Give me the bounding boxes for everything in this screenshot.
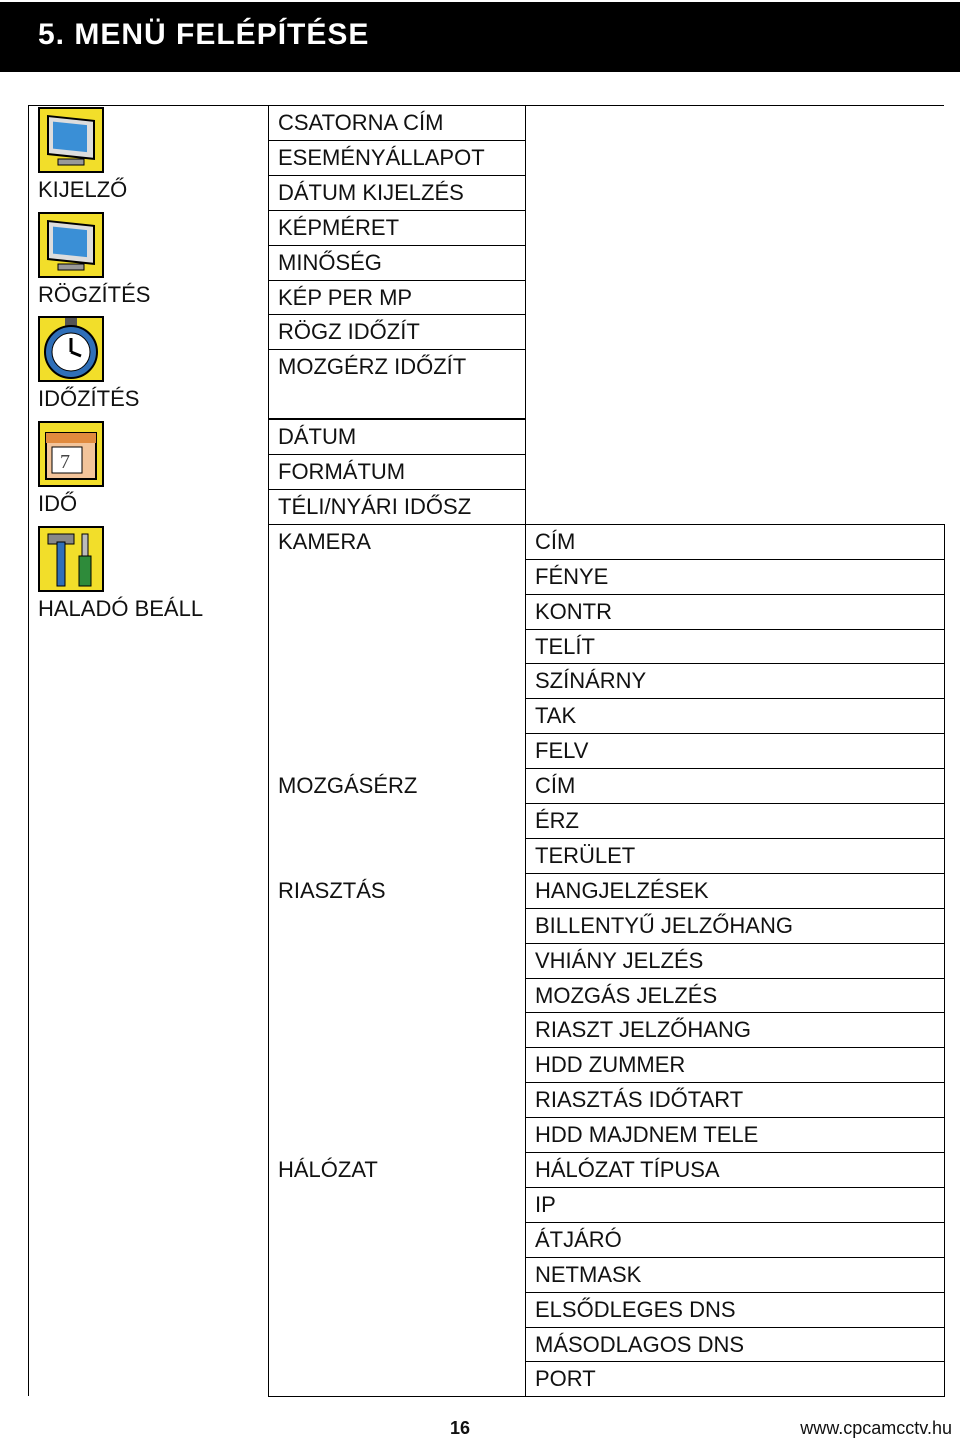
row-border bbox=[268, 524, 525, 525]
submenu-item: KAMERA bbox=[278, 528, 371, 554]
third-level-item: NETMASK bbox=[535, 1261, 642, 1287]
third-level-item: HANGJELZÉSEK bbox=[535, 877, 709, 903]
row-border bbox=[268, 175, 525, 176]
row-border bbox=[525, 1257, 944, 1258]
row-border bbox=[525, 559, 944, 560]
row-border bbox=[525, 908, 944, 909]
svg-text:7: 7 bbox=[60, 451, 70, 474]
table-top-border bbox=[28, 105, 944, 106]
third-level-item: VHIÁNY JELZÉS bbox=[535, 947, 704, 973]
third-level-item: TELÍT bbox=[535, 633, 595, 659]
row-border bbox=[268, 419, 525, 420]
submenu-item: KÉPMÉRET bbox=[278, 214, 400, 240]
third-level-item: HDD ZUMMER bbox=[535, 1052, 686, 1078]
third-level-item: ELSŐDLEGES DNS bbox=[535, 1296, 736, 1322]
row-border bbox=[525, 1152, 944, 1153]
submenu-item: CSATORNA CÍM bbox=[278, 110, 444, 135]
submenu-item: RÖGZ IDŐZÍT bbox=[278, 319, 420, 345]
submenu-item: ESEMÉNYÁLLAPOT bbox=[278, 144, 485, 170]
third-level-item: FELV bbox=[535, 738, 589, 764]
row-border bbox=[525, 1361, 944, 1362]
third-level-item: MÁSODLAGOS DNS bbox=[535, 1331, 745, 1357]
monitor-icon bbox=[38, 107, 104, 173]
row-border bbox=[525, 943, 944, 944]
main-menu-item: HALADÓ BEÁLL bbox=[38, 595, 204, 621]
row-border bbox=[525, 594, 944, 595]
submenu-item: MOZGÉRZ IDŐZÍT bbox=[278, 354, 467, 380]
monitor-icon bbox=[38, 212, 104, 278]
row-border bbox=[268, 418, 525, 419]
third-level-item: ÉRZ bbox=[535, 808, 579, 833]
col-border bbox=[28, 105, 29, 1396]
main-menu-item: IDŐ bbox=[38, 491, 78, 517]
calendar-icon bbox=[38, 421, 104, 487]
row-border bbox=[525, 1292, 944, 1293]
third-level-item: MOZGÁS JELZÉS bbox=[535, 982, 718, 1008]
row-border bbox=[525, 733, 944, 734]
row-border bbox=[268, 489, 525, 490]
third-level-item: CÍM bbox=[535, 773, 576, 799]
row-border bbox=[268, 314, 525, 315]
row-border bbox=[525, 1047, 944, 1048]
row-border bbox=[525, 873, 944, 874]
third-level-item: SZÍNÁRNY bbox=[535, 668, 647, 694]
submenu-item: KÉP PER MP bbox=[278, 284, 413, 310]
row-border bbox=[268, 349, 525, 350]
row-border bbox=[525, 838, 944, 839]
row-border bbox=[525, 1187, 944, 1188]
third-level-item: CÍM bbox=[535, 528, 576, 554]
third-level-item: IP bbox=[535, 1191, 556, 1217]
submenu-item: DÁTUM bbox=[278, 424, 357, 450]
page-title: 5. MENÜ FELÉPÍTÉSE bbox=[38, 18, 370, 51]
submenu-item: RIASZTÁS bbox=[278, 877, 386, 903]
tools-icon bbox=[38, 526, 104, 592]
submenu-item: TÉLI/NYÁRI IDŐSZ bbox=[278, 493, 472, 519]
third-level-item: FÉNYE bbox=[535, 563, 609, 589]
row-border bbox=[525, 1222, 944, 1223]
row-border bbox=[268, 280, 525, 281]
row-border bbox=[525, 768, 944, 769]
row-border bbox=[525, 524, 944, 525]
row-border bbox=[525, 1327, 944, 1328]
row-border bbox=[525, 698, 944, 699]
main-menu-item: IDŐZÍTÉS bbox=[38, 386, 140, 412]
submenu-item: DÁTUM KIJELZÉS bbox=[278, 179, 464, 205]
row-border bbox=[525, 803, 944, 804]
third-level-item: ÁTJÁRÓ bbox=[535, 1226, 622, 1252]
footer-url: www.cpcamcctv.hu bbox=[800, 1418, 952, 1438]
col-border bbox=[944, 524, 945, 1398]
main-menu-item: RÖGZÍTÉS bbox=[38, 281, 151, 307]
row-border bbox=[525, 629, 944, 630]
row-border bbox=[525, 1082, 944, 1083]
submenu-item: HÁLÓZAT bbox=[278, 1157, 378, 1182]
row-border bbox=[268, 140, 525, 141]
third-level-item: HDD MAJDNEM TELE bbox=[535, 1122, 759, 1148]
row-border bbox=[525, 1012, 944, 1013]
col-border bbox=[268, 105, 269, 1397]
third-level-item: RIASZT JELZŐHANG bbox=[535, 1017, 751, 1043]
third-level-item: RIASZTÁS IDŐTART bbox=[535, 1087, 744, 1113]
third-level-item: TAK bbox=[535, 703, 577, 729]
submenu-item: MINŐSÉG bbox=[278, 249, 382, 275]
main-menu-item: KIJELZŐ bbox=[38, 177, 128, 202]
page-number: 16 bbox=[450, 1418, 471, 1438]
submenu-item: FORMÁTUM bbox=[278, 459, 406, 484]
third-level-item: KONTR bbox=[535, 598, 612, 624]
third-level-item: HÁLÓZAT TÍPUSA bbox=[535, 1157, 720, 1182]
row-border bbox=[268, 245, 525, 246]
third-level-item: TERÜLET bbox=[535, 842, 636, 868]
stopwatch-icon bbox=[38, 316, 104, 382]
third-level-item: BILLENTYŰ JELZŐHANG bbox=[535, 912, 793, 938]
row-border bbox=[525, 663, 944, 664]
table-bottom-border bbox=[268, 1396, 944, 1397]
col-border bbox=[525, 105, 526, 1397]
third-level-item: PORT bbox=[535, 1366, 596, 1392]
row-border bbox=[525, 978, 944, 979]
submenu-item: MOZGÁSÉRZ bbox=[278, 773, 418, 799]
row-border bbox=[268, 210, 525, 211]
row-border bbox=[525, 1117, 944, 1118]
row-border bbox=[268, 454, 525, 455]
